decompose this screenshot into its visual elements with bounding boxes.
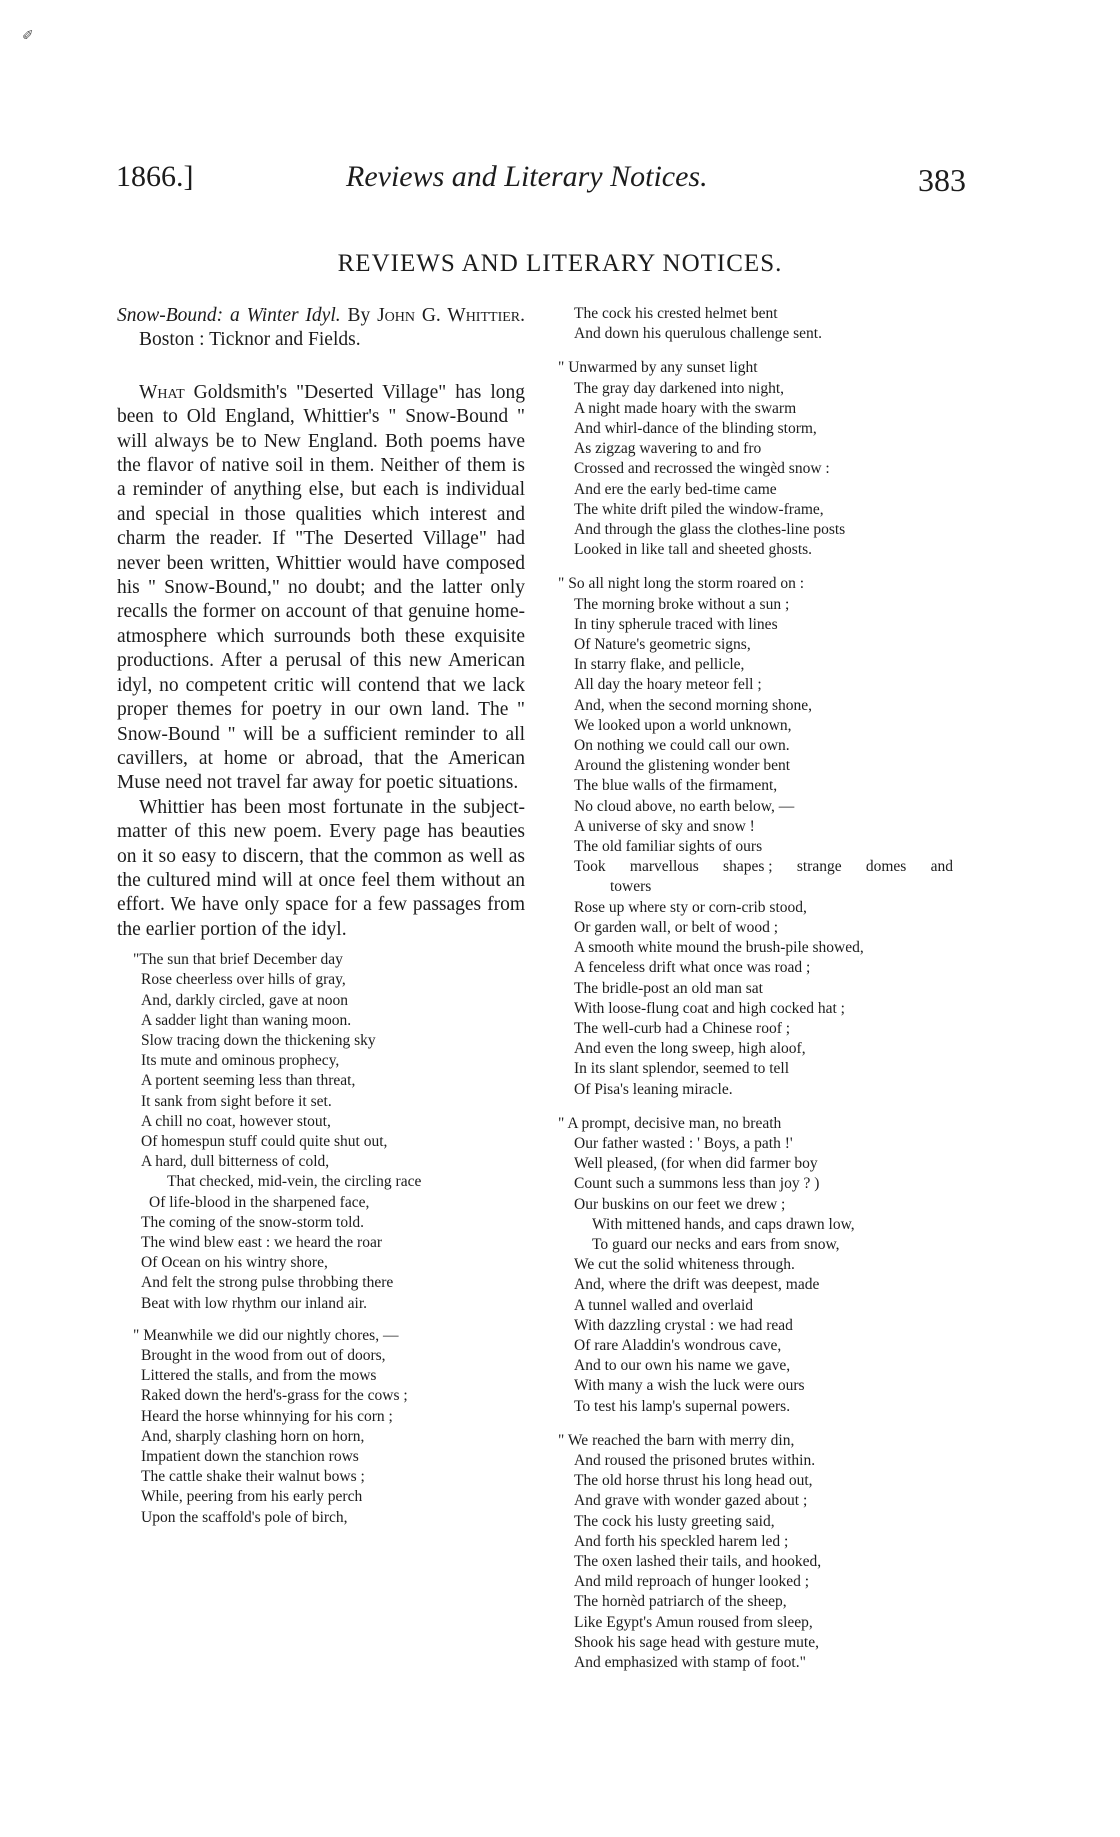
poem-line: A portent seeming less than threat,	[141, 1072, 356, 1090]
poem-line: The cock his crested helmet bent	[574, 305, 778, 322]
poem-line: The wind blew east : we heard the roar	[141, 1234, 383, 1251]
poem-line: And felt the strong pulse throbbing there	[141, 1274, 394, 1292]
margin-mark: ✐	[22, 29, 34, 44]
page-title: REVIEWS AND LITERARY NOTICES.	[337, 250, 783, 277]
poem-line: The old horse thrust his long head out,	[574, 1472, 813, 1490]
poem-line: The old familiar sights of ours	[574, 838, 763, 856]
poem-line: And emphasized with stamp of foot."	[574, 1654, 806, 1671]
poem-line: The gray day darkened into night,	[574, 379, 785, 397]
poem-line: On nothing we could call our own.	[574, 737, 790, 755]
poem-excerpt-left	[133, 950, 525, 1528]
poem-line: In its slant splendor, seemed to tell	[574, 1060, 790, 1078]
poem-line: The cattle shake their walnut bows ;	[141, 1468, 365, 1486]
poem-line: A fenceless drift what once was road ;	[574, 959, 811, 977]
poem-line: Brought in the wood from out of doors,	[141, 1347, 386, 1365]
poem-line: Or garden wall, or belt of wood ;	[574, 918, 779, 936]
poem-line: And grave with wonder gazed about ;	[574, 1492, 808, 1510]
poem-line: And down his querulous challenge sent.	[574, 325, 822, 343]
book-by: By	[347, 305, 371, 326]
poem-line: With loose-flung coat and high cocked hat ;	[574, 999, 845, 1017]
poem-line: A smooth white mound the brush-pile showed,	[574, 939, 864, 957]
poem-line: With dazzling crystal : we had read	[574, 1316, 793, 1334]
poem-stanza	[558, 304, 953, 344]
poem-line-justified	[558, 857, 953, 877]
poem-stanza	[558, 1431, 953, 1673]
poem-line: Upon the scaffold's pole of birch,	[141, 1508, 348, 1526]
paragraph-text: Goldsmith's "Deserted Village" has long been to Old England, Whittier's " Snow-Bound " will always be to New England. Both poems have the flavor of native soil in them. Neither of them is a reminder of anything else, but each is individual and special in those qualities which interest and charm the reader. If "The Deserted Village" had never been written, Whittier would have composed his " Snow-Bound," no doubt; and the latter only recalls the former on account of that genuine home-atmosphere which surrounds both these exquisite productions. After a perusal of this new American idyl, no competent critic will contend that we lack proper themes for poetry in our own land. The " Snow-Bound " will be a sufficient reminder to all cavillers, at home or abroad, that the American Muse need not travel far away for poetic situations.	[117, 381, 525, 794]
poem-stanza	[558, 574, 953, 857]
poem-line: Littered the stalls, and from the mows	[141, 1367, 377, 1385]
poem-word: and	[930, 858, 953, 876]
poem-word: marvellous	[629, 858, 699, 876]
poem-line: As zigzag wavering to and fro	[574, 440, 762, 458]
poem-line: The well-curb had a Chinese roof ;	[574, 1019, 791, 1037]
right-column	[558, 304, 953, 1687]
poem-line: Rose cheerless over hills of gray,	[141, 971, 346, 989]
poem-line: " Meanwhile we did our nightly chores, —	[133, 1326, 399, 1344]
review-paragraph-2: Whittier has been most fortunate in the subject-matter of this new poem. Every page has beauties on it so easy to discern, that the common as well as the cultured mind will at once feel them without an effort. We have only space for a few passages from the earlier portion of the idyl.	[117, 796, 525, 940]
running-head-year: 1866.]	[116, 160, 194, 193]
page-number: 383	[918, 162, 966, 198]
poem-word: domes	[865, 858, 907, 876]
poem-line: Heard the horse whinnying for his corn ;	[141, 1407, 393, 1425]
poem-line: We looked upon a world unknown,	[574, 716, 792, 734]
poem-line: Raked down the herd's-grass for the cows ;	[141, 1387, 408, 1405]
poem-line: A hard, dull bitterness of cold,	[141, 1153, 330, 1171]
poem-line: Of Nature's geometric signs,	[574, 636, 751, 654]
poem-line: "The sun that brief December day	[133, 951, 343, 969]
poem-line: With many a wish the luck were ours	[574, 1377, 805, 1395]
poem-line: Around the glistening wonder bent	[574, 757, 791, 775]
paragraph-lead: What	[139, 381, 185, 403]
poem-line: Looked in like tall and sheeted ghosts.	[574, 541, 813, 559]
poem-line: towers	[610, 878, 652, 896]
poem-line: Of Ocean on his wintry shore,	[141, 1254, 328, 1272]
poem-line: The blue walls of the firmament,	[574, 777, 778, 795]
poem-line: All day the hoary meteor fell ;	[574, 676, 762, 694]
poem-word: strange	[796, 858, 842, 876]
poem-line: " Unwarmed by any sunset light	[558, 359, 758, 377]
left-column	[117, 304, 525, 1528]
poem-line: A chill no coat, however stout,	[141, 1112, 331, 1130]
poem-line: The coming of the snow-storm told.	[141, 1213, 364, 1231]
poem-line: The oxen lashed their tails, and hooked,	[574, 1552, 822, 1570]
poem-line: And ere the early bed-time came	[574, 480, 777, 498]
poem-line: Of homespun stuff could quite shut out,	[141, 1132, 388, 1150]
poem-line: Shook his sage head with gesture mute,	[574, 1633, 819, 1651]
poem-line: Slow tracing down the thickening sky	[141, 1031, 376, 1049]
poem-line: And through the glass the clothes-line posts	[574, 521, 846, 539]
poem-line: With mittened hands, and caps drawn low,	[592, 1215, 855, 1233]
poem-line: Like Egypt's Amun roused from sleep,	[574, 1613, 813, 1631]
poem-line: A universe of sky and snow !	[574, 817, 755, 835]
poem-line: We cut the solid whiteness through.	[574, 1256, 795, 1274]
poem-line: To test his lamp's supernal powers.	[574, 1397, 791, 1415]
poem-line: Of life-blood in the sharpened face,	[149, 1193, 370, 1211]
poem-line: A tunnel walled and overlaid	[574, 1296, 754, 1314]
poem-line: And roused the prisoned brutes within.	[574, 1451, 816, 1469]
poem-line: And, sharply clashing horn on horn,	[141, 1427, 365, 1445]
poem-line: A sadder light than waning moon.	[141, 1011, 352, 1029]
book-publisher: Boston : Ticknor and Fields.	[139, 329, 361, 351]
running-head	[116, 160, 966, 210]
poem-line: " We reached the barn with merry din,	[558, 1431, 795, 1449]
poem-line: And to our own his name we gave,	[574, 1357, 791, 1375]
poem-line: In tiny spherule traced with lines	[574, 615, 778, 633]
book-author: John G. Whittier.	[377, 305, 525, 326]
poem-line: The bridle-post an old man sat	[574, 979, 763, 997]
poem-line: To guard our necks and ears from snow,	[592, 1235, 840, 1253]
poem-line: Rose up where sty or corn-crib stood,	[574, 898, 807, 916]
poem-line: Our buskins on our feet we drew ;	[574, 1195, 786, 1213]
poem-line: The hornèd patriarch of the sheep,	[574, 1593, 787, 1611]
poem-line: " So all night long the storm roared on :	[558, 575, 805, 593]
poem-line: The white drift piled the window-frame,	[574, 500, 824, 518]
poem-line: " A prompt, decisive man, no breath	[558, 1114, 782, 1132]
poem-line: While, peering from his early perch	[141, 1488, 363, 1506]
poem-line: Of Pisa's leaning miracle.	[574, 1080, 733, 1098]
poem-line: Of rare Aladdin's wondrous cave,	[574, 1336, 782, 1354]
poem-stanza	[558, 358, 953, 560]
poem-line: Crossed and recrossed the wingèd snow :	[574, 460, 830, 478]
poem-line: Well pleased, (for when did farmer boy	[574, 1155, 818, 1173]
poem-line: Count such a summons less than joy ? )	[574, 1175, 820, 1193]
running-head-section: Reviews and Literary Notices.	[346, 160, 708, 193]
poem-line: The morning broke without a sun ;	[574, 595, 790, 613]
poem-line: And, darkly circled, gave at noon	[141, 991, 349, 1009]
poem-line: Its mute and ominous prophecy,	[141, 1052, 340, 1070]
poem-line: In starry flake, and pellicle,	[574, 656, 745, 674]
poem-word: Took	[574, 858, 606, 876]
poem-line: Beat with low rhythm our inland air.	[141, 1294, 368, 1312]
poem-line: No cloud above, no earth below, —	[574, 797, 795, 815]
poem-line: The cock his lusty greeting said,	[574, 1512, 775, 1530]
poem-stanza	[558, 898, 953, 1100]
review-paragraph-1	[117, 381, 525, 796]
poem-line: And, where the drift was deepest, made	[574, 1276, 820, 1294]
poem-line: Impatient down the stanchion rows	[141, 1448, 359, 1466]
poem-line: That checked, mid-vein, the circling race	[167, 1173, 422, 1191]
poem-line: And mild reproach of hunger looked ;	[574, 1573, 810, 1591]
poem-word: shapes ;	[723, 858, 773, 876]
poem-line: And forth his speckled harem led ;	[574, 1532, 789, 1550]
poem-line: It sank from sight before it set.	[141, 1092, 332, 1110]
book-title: Snow-Bound: a Winter Idyl.	[117, 305, 341, 326]
poem-line: A night made hoary with the swarm	[574, 399, 797, 417]
poem-line: And whirl-dance of the blinding storm,	[574, 420, 817, 438]
book-entry	[117, 304, 525, 353]
poem-line: Our father wasted : ' Boys, a path !'	[574, 1134, 793, 1152]
stanza-break	[133, 1314, 525, 1326]
poem-line: And even the long sweep, high aloof,	[574, 1040, 806, 1058]
poem-stanza	[558, 1114, 953, 1417]
poem-line: And, when the second morning shone,	[574, 696, 813, 714]
poem-line-turnover	[558, 877, 953, 897]
